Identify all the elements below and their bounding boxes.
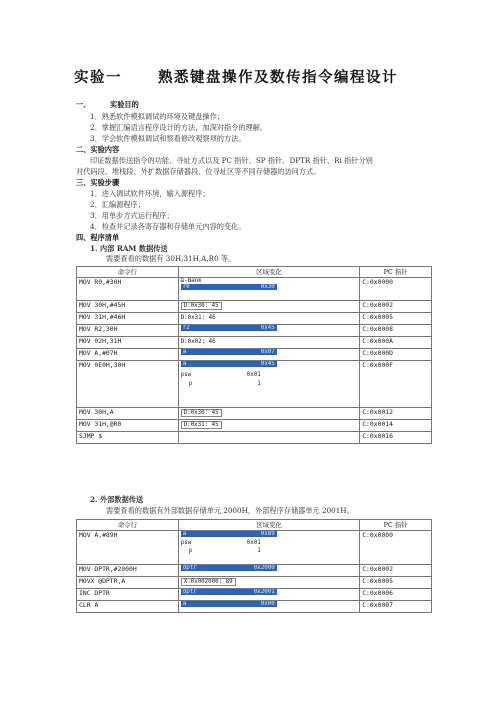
memory-30h-snippet: D:0x30: 45: [181, 302, 222, 310]
table-row: [77, 565, 432, 577]
program2-description: 需要查看的数据有外部数据存储单元 2000H，外部程序存储器单元 2001H。: [106, 506, 354, 515]
command-cell: MOV R0,#30H: [77, 278, 179, 301]
section1-item: 1．熟悉软件模拟调试的环境及键盘操作；: [90, 112, 224, 121]
pc-cell: C:0x0016: [360, 432, 432, 444]
pc-cell: C:0x000D: [360, 349, 432, 361]
table-external-data: [76, 519, 432, 613]
pc-cell: C:0x0007: [360, 601, 432, 613]
area-cell: [178, 531, 359, 565]
table-row: [77, 589, 432, 601]
table-row: [77, 601, 432, 613]
table-row: [77, 420, 432, 432]
pc-cell: C:0x0000: [360, 531, 432, 565]
command-cell: INC DPTR: [77, 589, 179, 601]
memory-31h-snippet: D:0x31: 46: [180, 315, 216, 321]
register-a-highlight: a 0x89: [182, 531, 275, 537]
memory-x2000-snippet: X:0x002000: 89: [181, 578, 236, 586]
area-cell: [178, 325, 360, 337]
section1-item: 2．掌握汇编语言程序设计的方法，加深对指令的理解。: [90, 123, 268, 132]
pc-cell: C:0x0002: [360, 565, 432, 577]
command-cell: MOV R2,30H: [77, 325, 179, 337]
pc-cell: C:0x000A: [360, 337, 432, 349]
pc-cell: C:0x0005: [360, 577, 432, 589]
pc-cell: C:0x0014: [360, 420, 432, 432]
header-command: 命令行: [77, 520, 179, 531]
flag-p: p 1: [188, 381, 261, 387]
title-part1: 实验一: [74, 70, 122, 86]
section3-item: 3．用单步方式运行程序；: [90, 211, 174, 220]
command-cell: CLR A: [77, 601, 179, 613]
section4-title: 四、程序清单: [76, 233, 120, 242]
register-r0-highlight: r0 0x30: [182, 284, 275, 290]
command-cell: MOV DPTR,#2000H: [77, 565, 179, 577]
command-cell: MOV 31H,@R0: [77, 420, 179, 432]
program1-title: 1. 内部 RAM 数据传送: [90, 244, 168, 253]
section1-title: 实验目的: [110, 100, 139, 109]
header-command: 命令行: [77, 267, 179, 278]
table-row: [77, 531, 432, 565]
register-a-highlight: a 0x00: [182, 601, 275, 607]
section3-item: 4．检查并记录各寄存器和存储单元内容的变化。: [90, 222, 246, 231]
header-area-change: 区域变化: [178, 520, 359, 531]
register-window-snippet: [181, 361, 277, 387]
section3-title: 三、实验步骤: [76, 178, 120, 187]
command-cell: MOVX @DPTR,A: [77, 577, 179, 589]
command-cell: MOV 30H,#45H: [77, 301, 179, 313]
pc-cell: C:0x0000: [360, 278, 432, 301]
area-cell: [178, 408, 360, 420]
register-dptr-highlight: dptr 0x2001: [182, 589, 275, 595]
area-cell: [178, 361, 360, 408]
table-row: [77, 337, 432, 349]
command-cell: SJMP $: [77, 432, 179, 444]
register-a-highlight: a 0x07: [182, 349, 275, 355]
expand-icon: ⊟: [180, 278, 185, 284]
command-cell: MOV 0E0H,30H: [77, 361, 179, 408]
area-cell: [178, 349, 360, 361]
pc-cell: C:0x0006: [360, 589, 432, 601]
header-pc: PC 指针: [360, 267, 432, 278]
pc-cell: C:0x0005: [360, 313, 432, 325]
register-a-highlight: a 0x45: [182, 361, 275, 367]
area-cell: [178, 601, 359, 613]
table-row: [77, 408, 432, 420]
command-cell: MOV 31H,#46H: [77, 313, 179, 325]
area-cell: [178, 301, 360, 313]
command-cell: MOV 02H,31H: [77, 337, 179, 349]
register-psw: psw 0x01: [180, 372, 261, 378]
bank-label: ⊟-Bank: [180, 278, 202, 284]
memory-31h-snippet: D:0x31: 45: [181, 421, 222, 429]
table-row: [77, 349, 432, 361]
header-pc: PC 指针: [360, 520, 432, 531]
section1-item: 3．学会软件模拟调试和察看修改观察项的方法。: [90, 134, 246, 143]
area-cell: [178, 278, 360, 301]
table-internal-ram: [76, 266, 432, 444]
register-window-snippet: [181, 278, 277, 290]
table-row: [77, 577, 432, 589]
table-header-row: [77, 267, 432, 278]
command-cell: MOV A,#89H: [77, 531, 179, 565]
memory-30h-snippet: D:0x30: 45: [181, 409, 222, 417]
section3-item: 2．汇编源程序；: [90, 200, 145, 209]
program1-description: 需要查看的数据有 30H,31H,A,R0 等。: [106, 254, 236, 263]
flag-p: p 1: [188, 548, 261, 554]
command-cell: MOV A,#07H: [77, 349, 179, 361]
command-cell: MOV 30H,A: [77, 408, 179, 420]
area-cell: [178, 577, 359, 589]
pc-cell: C:0x0008: [360, 325, 432, 337]
area-cell: [178, 565, 359, 577]
table-row: [77, 432, 432, 444]
area-cell: [178, 313, 360, 325]
memory-02h-snippet: D:0x02: 46: [180, 339, 216, 345]
register-dptr-highlight: dptr 0x2000: [182, 565, 275, 571]
table-row: [77, 325, 432, 337]
header-area-change: 区域变化: [178, 267, 360, 278]
table-row: [77, 301, 432, 313]
area-cell: [178, 589, 359, 601]
section2-text: 印证数据传送指令的功能、寻址方式以及 PC 指针、SP 指针、DPTR 指针、Ri 指针分别: [90, 156, 373, 165]
section3-item: 1．进入调试软件环境，输入源程序；: [90, 189, 210, 198]
section2-text: 对代码段、堆栈段、外扩数据存储器段、位寻址区等不同存储器的访问方式。: [76, 167, 321, 176]
table-row: [77, 313, 432, 325]
section1-number: 一、: [76, 100, 91, 109]
register-r2-highlight: r2 0x45: [182, 325, 275, 331]
section2-title: 二、实验内容: [76, 145, 120, 154]
area-cell: [178, 432, 360, 444]
register-window-snippet: [181, 531, 277, 554]
pc-cell: C:0x0002: [360, 301, 432, 313]
area-cell: [178, 337, 360, 349]
title-part2: 熟悉键盘操作及数传指令编程设计: [158, 70, 398, 86]
program2-title: 2. 外部数据传送: [90, 495, 144, 504]
area-cell: [178, 420, 360, 432]
register-psw: psw 0x01: [180, 540, 261, 546]
table-row: [77, 278, 432, 301]
table-row: [77, 361, 432, 408]
table-header-row: [77, 520, 432, 531]
pc-cell: C:0x000F: [360, 361, 432, 408]
pc-cell: C:0x0012: [360, 408, 432, 420]
